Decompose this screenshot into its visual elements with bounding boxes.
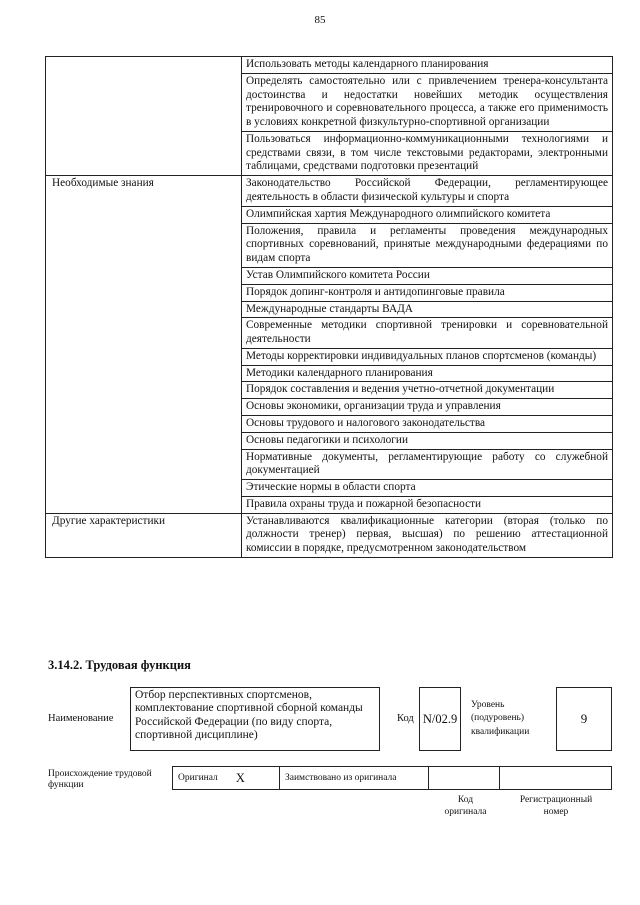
registration-number-caption xyxy=(501,794,611,819)
level-label-line: (подуровень) xyxy=(471,713,525,724)
requirement-item: Правила охраны труда и пожарной безопасности xyxy=(242,496,613,513)
requirement-item: Основы экономики, организации труда и управления xyxy=(242,399,613,416)
caption-line: Регистрационный xyxy=(519,795,593,805)
requirement-category xyxy=(46,57,242,176)
registration-number-cell xyxy=(499,766,612,790)
borrowed-cell xyxy=(279,766,429,790)
level-label-line: Уровень xyxy=(471,700,505,710)
borrowed-label: Заимствовано из оригинала xyxy=(285,773,397,783)
origin-row xyxy=(172,766,612,790)
requirement-item: Устанавливаются квалификационные категории (вторая (только по должности тренер) первая, высшая) по решению аттестационной комиссии в порядке, предусмотренном законодательством xyxy=(242,513,613,557)
caption-line: номер xyxy=(543,807,569,818)
requirement-item: Основы педагогики и психологии xyxy=(242,432,613,449)
qualification-level-label xyxy=(471,699,529,739)
original-mark: X xyxy=(235,770,245,785)
requirement-item: Основы трудового и налогового законодательства xyxy=(242,415,613,432)
requirement-category: Необходимые знания xyxy=(46,176,242,513)
qualification-level-box: 9 xyxy=(556,687,612,751)
requirement-item: Устав Олимпийского комитета России xyxy=(242,267,613,284)
requirement-item: Методики календарного планирования xyxy=(242,365,613,382)
requirement-item: Законодательство Российской Федерации, регламентирующее деятельность в области физической культуры и спорта xyxy=(242,176,613,207)
requirement-item: Порядок составления и ведения учетно-отчетной документации xyxy=(242,382,613,399)
original-code-cell xyxy=(428,766,500,790)
requirement-item: Порядок допинг-контроля и антидопинговые правила xyxy=(242,284,613,301)
table-row xyxy=(46,176,613,207)
requirement-category: Другие характеристики xyxy=(46,513,242,557)
requirement-item: Пользоваться информационно-коммуникационными технологиями и средствами связи, в том числе текстовыми редакторами, электронными таблицами, средствами подготовки презентаций xyxy=(242,131,613,175)
page-number: 85 xyxy=(314,14,326,26)
original-label: Оригинал xyxy=(178,773,218,783)
origin-label xyxy=(48,769,152,791)
requirement-item: Международные стандарты ВАДА xyxy=(242,301,613,318)
requirement-item: Этические нормы в области спорта xyxy=(242,480,613,497)
table-row xyxy=(46,513,613,557)
requirement-item: Нормативные документы, регламентирующие работу со служебной документацией xyxy=(242,449,613,480)
function-name-box: Отбор перспективных спортсменов, комплектование спортивной сборной команды Российской Федерации (по виду спорта, спортивной дисциплине) xyxy=(130,687,380,751)
table-row xyxy=(46,57,613,74)
origin-label-line: функции xyxy=(48,779,84,790)
requirement-item: Олимпийская хартия Международного олимпийского комитета xyxy=(242,206,613,223)
code-label: Код xyxy=(397,713,414,724)
requirement-item: Положения, правила и регламенты проведения международных спортивных соревнований, принятые международными федерациями по видам спорта xyxy=(242,223,613,267)
original-cell xyxy=(172,766,280,790)
section-title: 3.14.2. Трудовая функция xyxy=(48,658,191,672)
caption-line: оригинала xyxy=(444,807,487,818)
requirement-item: Использовать методы календарного планирования xyxy=(242,57,613,74)
requirements-table xyxy=(45,56,613,558)
caption-line: Код xyxy=(457,795,474,805)
requirement-item: Современные методики спортивной тренировки и соревновательной деятельности xyxy=(242,318,613,349)
name-label: Наименование xyxy=(48,713,114,724)
requirement-item: Методы корректировки индивидуальных планов спортсменов (команды) xyxy=(242,348,613,365)
level-label-line: квалификации xyxy=(471,726,530,737)
origin-label-line: Происхождение трудовой xyxy=(48,769,152,779)
original-code-caption xyxy=(423,794,508,819)
requirement-item: Определять самостоятельно или с привлечением тренера-консультанта достоинства и недостатки новейших методик осуществления тренировочного и соревновательного процесса, а также его применимость в условиях конкретной физкультурно-спортивной организации xyxy=(242,73,613,131)
function-code-box: N/02.9 xyxy=(419,687,461,751)
